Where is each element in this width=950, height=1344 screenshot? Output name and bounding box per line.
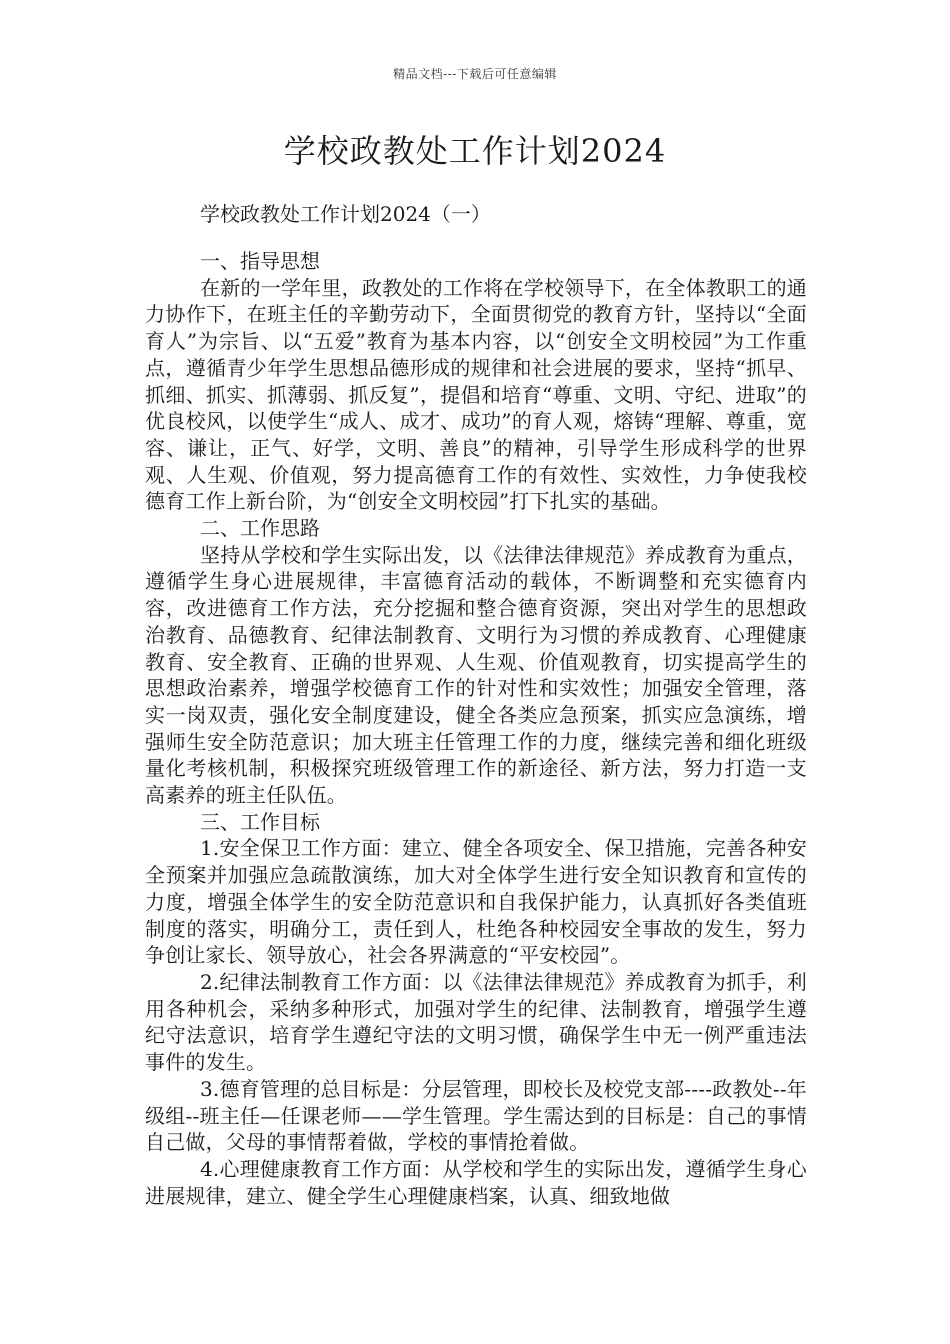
document-subtitle: 学校政教处工作计划2024（一） xyxy=(200,202,491,226)
paragraph: 在新的一学年里，政教处的工作将在学校领导下，在全体教职工的通力协作下，在班主任的辛勤劳动下，全面贯彻党的教育方针，坚持以“全面育人”为宗旨、以“五爱”教育为基本内容，以“创安全文明校园”为工作重点，遵循青少年学生思想品德形成的规律和社会进展的要求，坚持“抓早、抓细、抓实、抓薄弱、抓反复”，提倡和培育“尊重、文明、守纪、进取”的优良校风，以使学生“成人、成才、成功”的育人观，熔铸“理解、尊重，宽容、谦让，正气、好学，文明、善良”的精神，引导学生形成科学的世界观、人生观、价值观，努力提高德育工作的有效性、实效性，力争使我校德育工作上新台阶，为“创安全文明校园”打下扎实的基础。 xyxy=(145,275,807,514)
document-title: 学校政教处工作计划2024 xyxy=(283,132,667,170)
document-body xyxy=(145,248,807,1209)
paragraph: 4.心理健康教育工作方面：从学校和学生的实际出发，遵循学生身心进展规律，建立、健全学生心理健康档案，认真、细致地做 xyxy=(145,1156,807,1208)
paragraph: 2.纪律法制教育工作方面：以《法律法律规范》养成教育为抓手，利用各种机会，采纳多种形式，加强对学生的纪律、法制教育，增强学生遵纪守法意识，培育学生遵纪守法的文明习惯，确保学生中无一例严重违法事件的发生。 xyxy=(145,969,807,1075)
section-work-goals xyxy=(145,809,807,1210)
page-header: 精品文档---下载后可任意编辑 xyxy=(393,67,557,81)
paragraph: 1.安全保卫工作方面：建立、健全各项安全、保卫措施，完善各种安全预案并加强应急疏散演练，加大对全体学生进行安全知识教育和宣传的力度，增强全体学生的安全防范意识和自我保护能力，认真抓好各类值班制度的落实，明确分工，责任到人，杜绝各种校园安全事故的发生，努力争创让家长、领导放心，社会各界满意的“平安校园”。 xyxy=(145,836,807,968)
section-guiding-ideology xyxy=(145,248,807,515)
section-work-approach xyxy=(145,515,807,809)
paragraph: 3.德育管理的总目标是：分层管理，即校长及校党支部----政教处--年级组--班主任—任课老师——学生管理。学生需达到的目标是：自己的事情自己做，父母的事情帮着做，学校的事情抢着做。 xyxy=(145,1076,807,1155)
section-heading: 二、工作思路 xyxy=(200,516,320,541)
section-heading: 一、指导思想 xyxy=(200,249,320,273)
paragraph: 坚持从学校和学生实际出发，以《法律法律规范》养成教育为重点，遵循学生身心进展规律，丰富德育活动的载体，不断调整和充实德育内容，改进德育工作方法，充分挖掘和整合德育资源，突出对学生的思想政治教育、品德教育、纪律法制教育、文明行为习惯的养成教育、心理健康教育、安全教育、正确的世界观、人生观、价值观教育，切实提高学生的思想政治素养，增强学校德育工作的针对性和实效性；加强安全管理，落实一岗双责，强化安全制度建设，健全各类应急预案，抓实应急演练，增强师生安全防范意识；加大班主任管理工作的力度，继续完善和细化班级量化考核机制，积极探究班级管理工作的新途径、新方法，努力打造一支高素养的班主任队伍。 xyxy=(145,542,807,808)
section-heading: 三、工作目标 xyxy=(200,809,320,834)
